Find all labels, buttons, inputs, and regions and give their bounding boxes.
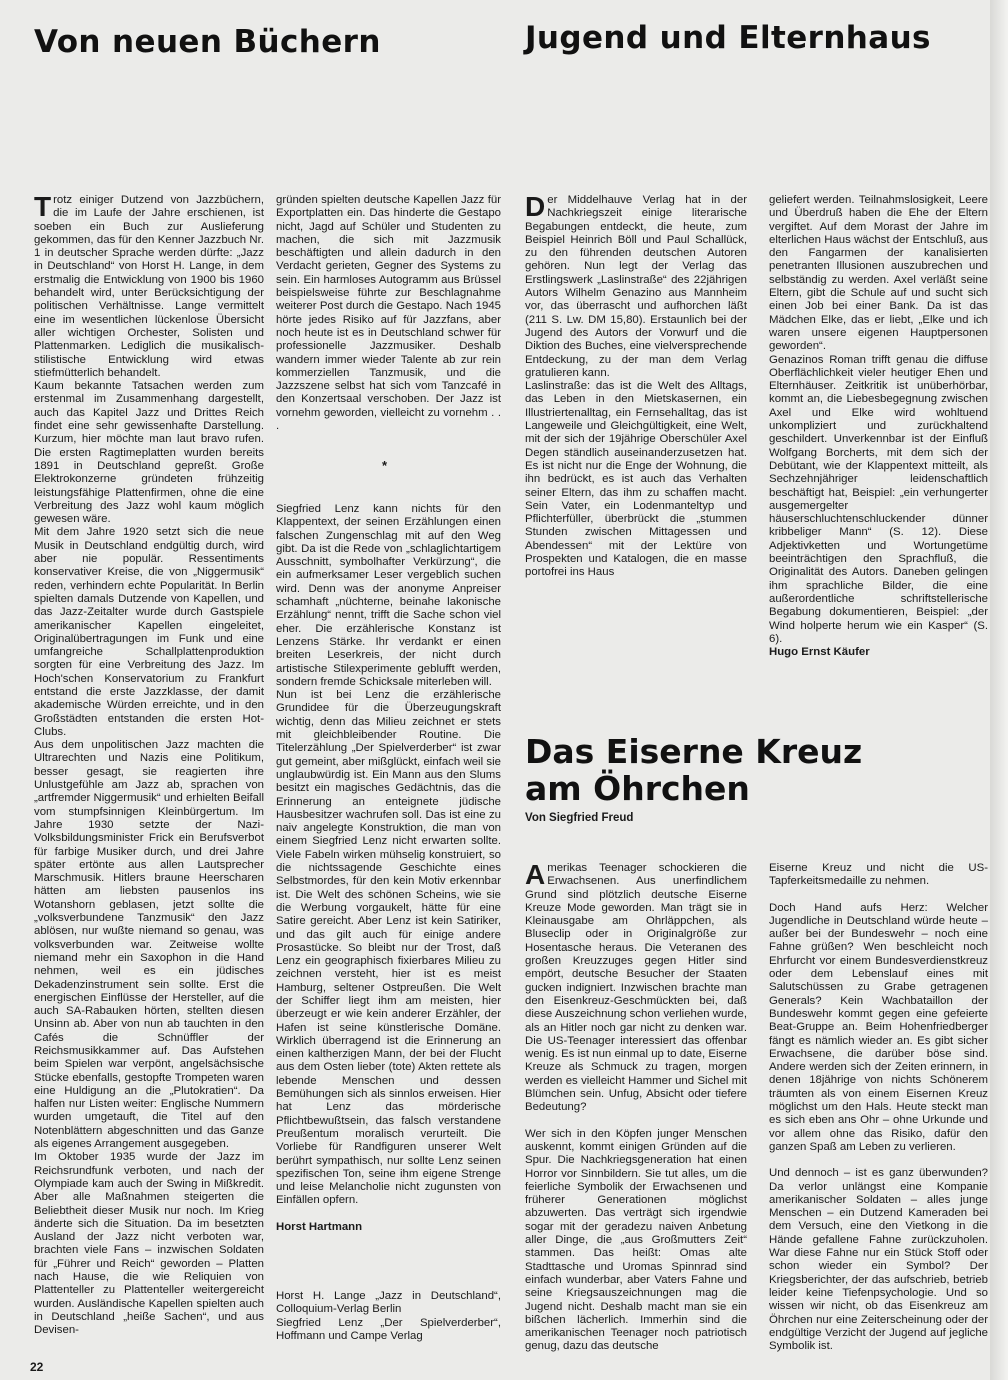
separator-asterisk: * [382,458,388,473]
article-title-line-2: am Öhrchen [525,769,750,808]
paragraph: gründen spielten deutsche Kapellen Jazz für Exportplatten ein. Das hinderte die Gestapo nicht, Jagd auf Schüler und Studenten zu machen, die sich mit Jazzmusik beschäftigten und allein dadurch in den Verdacht gerieten, Gegner des Systems zu sein. Ein harmloses Autogramm aus Brüssel beispielsweise führte zur Beschlagnahme weiterer Post durch die Gestapo. Nach 1945 hörte jedes Risiko auf für Jazzfans, aber noch heute ist es in Deutschland schwer für professionelle Jazzmusiker. Deshalb wandern immer wieder Talente ab zur rein kommerziellen Tanzmusik, und die Jazzszene selbst hat sich vom Tanzcafé in den Konzertsaal verschoben. Der Jazz ist vornehm geworden, vielleicht zu vornehm . . . [276,194,501,433]
page-gutter [990,0,1008,1380]
paragraph: Nun ist bei Lenz die erzählerische Grundidee für die Überzeugungskraft wichtig, denn das Milieu zeichnet er stets mit gleichbleibender Routine. Die Titelerzählung „Der Spielverderber“ ist zwar gut gemeint, aber mißglückt, einfach weil sie unglaubwürdig ist. Ein Mann aus den Slums besitzt ein magisches Gedächtnis, das die Erinnerung an enteignete jüdische Hausbesitzer wachrufen soll. Das ist eine zu naiv angelegte Konstruktion, die man von einem Siegfried Lenz nicht erwarten sollte. Viele Fabeln wirken mühselig konstruiert, so die nichtssagende Geschichte eines Selbstmordes, für den kein Motiv erkennbar ist. Die Welt des schönen Scheins, wie sie die Werbung vorgaukelt, hätte für eine Satire gereicht. Aber Lenz ist kein Satiriker, und das gilt auch für einige andere Prosastücke. So bleibt nur der Trost, daß Lenz ein geographisch fixierbares Milieu zu zeichnen versteht, hier ist es meist Hamburg, seltener Ostpreußen. Die Welt der Schiffer liegt ihm am meisten, hier überzeugt er wie kein anderer Erzähler, der Hafen ist seine künstlerische Domäne. Wirklich überragend ist die Erinnerung an einen kaltherzigen Mann, der bei der Flucht aus dem Osten lieber (tote) Akten rettete als lebende Menschen und dessen Bemühungen sich als sinnlos erweisen. Hier hat Lenz das mörderische Pflichtbewußtsein, das falsch verstandene Preußentum moralisch verurteilt. Die Vorliebe für Randfiguren unserer Welt berührt sympathisch, nur sollte Lenz seinen spezifischen Ton, seine ihm eigene Strenge und leise Melancholie nicht zugunsten von Einfällen opfern. [276,689,501,1207]
paragraph: Wer sich in den Köpfen junger Menschen auskennt, kommt einigen Gründen auf die Spur. Die Nachkriegsgeneration hat einen Horror vor Sinnbildern. Sie tut alles, um die feierliche Symbolik der Erwachsenen und früherer Generationen möglichst abzuwerten. Das verträgt sich irgendwie sogar mit der geradezu naiven Anbetung aller Dinge, die „aus Großmutters Zeit“ stammen. Das heißt: Omas alte Stadttasche und Uromas Spinnrad sind einfach wunderbar, aber Vaters Fahne und seine Kriegsauszeichnungen mag die Jugend nicht. Deshalb macht man sie ein bißchen lächerlich. Immerhin sind die amerikanischen Teenager noch patriotisch genug, dazu das deutsche [525,1127,747,1353]
paragraph: Aus dem unpolitischen Jazz machten die Ultrarechten und Nazis eine Politikum, besser gesagt, sie reagierten ihre Unlustgefühle am Jazz ab, sprachen von „artfremder Niggermusik“ und erhielten Beifall vom stumpfsinnigen Kleinbürgertum. Im Jahre 1930 setzte der Nazi-Volksbildungsminister Frick ein Berufsverbot für farbige Musiker durch, und drei Jahre später ertönte aus allen Lautsprecher Marschmusik. Hitlers braune Heerscharen hätten am liebsten pausenlos ins Wotanshorn geblasen, jetzt sollte die „volksverbundene Tanzmusik“ den Jazz ablösen, nur wußte niemand so genau, was volksverbunden war. Zeitweise wollte niemand mehr ein Saxophon in die Hand nehmen, weil es ein jüdisches Dekadenzinstrument sein sollte. Erst die energischen Einflüsse der Hersteller, auf die auch SA-Rabauken hörten, stellten diesen Unsinn ab. Aber von nun ab tauchten in den Cafés die Schnüffler der Reichsmusikkammer auf. Das Aufstehen beim Spielen war verpönt, angelsächsische Stücke ebenfalls, gestopfte Trompeten waren eine Huldigung an die „Plutokratien“. Da halfen nur Listen weiter: Englische Nummern wurden umgetauft, die Titel auf den Notenblättern abgeschnitten und das Ganze als eigenes Arrangement ausgegeben. [34,739,264,1151]
page-number: 22 [30,1360,44,1374]
jazz-review-column-1 [34,191,264,1338]
paragraph: Laslinstraße: das ist die Welt des Alltags, das Leben in den Mietskasernen, ein Illustriertenalltag, ein Fernsehalltag, das ist Langeweile und Gleichgültigkeit, eine Welt, mit der sich der 19jährige Oberschüler Axel Degen ständlich auseinanderzusetzen hat. Es ist nicht nur die Enge der Wohnung, die ihn bedrückt, es ist auch das Verhalten seiner Eltern, das ihm zu schaffen macht. Sein Vater, ein Lodenmanteltyp und Pflichterfüller, überbrückt die „stummen Stunden zwischen Mittagessen und Abendessen“ mit der Lektüre von Prospekten und Katalogen, die en masse portofrei ins Haus [525,380,747,579]
youth-review-column-2 [769,194,988,659]
paragraph: Doch Hand aufs Herz: Welcher Jugendliche in Deutschland würde heute – außer bei der Bundeswehr – noch eine Fahne grüßen? Wen beschleicht noch Ehrfurcht vor einem Bundesverdienstkreuz oder dem Lebenslauf eines mit Salutschüssen zu Grabe getragenen Generals? Kein Wachbataillon der Bundeswehr kommt gegen eine gefeierte Beat-Gruppe an. Beim Hohenfriedberger fängt es nämlich wieder an. Es gibt sicher Erwachsene, die darüber böse sind. Andere werden sich der Zeiten erinnern, in denen 18jährige von nichts Schönerem träumten als von einem Eisernen Kreuz möglichst um den Hals. Heute steckt man es sich eben ans Ohr – ohne Urkunde und vor allem ohne das Risiko, dafür den ganzen Spaß am Leben zu verlieren. [769,901,988,1153]
article-title [525,733,862,807]
paragraph: Und dennoch – ist es ganz überwunden? Da verlor unlängst eine Kompanie amerikanischer Soldaten – alles junge Menschen – ein Dutzend Kameraden bei dem Versuch, eine den Vietkong in die Hände gefallene Fahne zurückzuholen. War diese Fahne nur ein Stück Stoff oder schon wieder ein Symbol? Der Kriegsberichter, der das aufschrieb, betrieb leider keine Tiefenpsychologie. Und so wissen wir nicht, ob das Eisenkreuz am Öhrchen nur eine Zeiterscheinung oder der endgültige Verzicht der Jugend auf jegliche Symbolik ist. [769,1167,988,1353]
paragraph: Im Oktober 1935 wurde der Jazz im Reichsrundfunk verboten, und nach der Olympiade kam auch der Swing in Mißkredit. Aber alle Maßnahmen steigerten die Beliebtheit dieser Musik nur noch. Im Krieg änderte sich die Situation. Da im besetzten Ausland der Jazz nicht verboten war, brachten viele Fans – inzwischen Soldaten für „Führer und Reich“ geworden – Platten nach Hause, die wie Reliquien von Plattenteller zu Plattenteller weitergereicht wurden. Ausländische Kapellen spielten auch in Deutschland „heiße Sachen“, und aus Devisen- [34,1151,264,1337]
paragraph: Siegfried Lenz kann nichts für den Klappentext, der seinen Erzählungen einen falschen Zungenschlag mit auf den Weg gibt. Da ist die Rede von „schlaglichtartigem Ausschnitt, symbolhafter Verkürzung“, die ein aufmerksamer Leser vergeblich suchen wird. Denn was der anonyme Anpreiser schamhaft „nüchterne, beinahe lakonische Erzählung“ nennt, trifft die Sache schon viel eher. Die erzählerische Konstanz ist Lenzens Stärke. Ihr verdankt er einen breiten Leserkreis, der nicht durch artistische Stilexperimente geblufft werden, sondern fremde Schicksale miterleben will. [276,503,501,688]
paragraph: Trotz einiger Dutzend von Jazzbüchern, die im Laufe der Jahre erschienen, ist soeben ein Buch zur Auslieferung gekommen, das für den Kenner Jazzbuch Nr. 1 in deutscher Sprache werden dürfte: „Jazz in Deutschland“ von Horst H. Lange, in dem erstmalig die Entwicklung von 1900 bis 1960 behandelt wird, unter Berücksichtigung der politischen Verhältnisse. Lange vermittelt eine im wesentlichen lückenlose Übersicht aller wichtigen Orchester, Solisten und Plattenmarken. Lediglich die musikalisch-stilistische Entwicklung wird etwas stiefmütterlich behandelt. [34,191,264,379]
article-column-1 [525,859,747,1354]
article-byline: Von Siegfried Freud [525,812,634,824]
reference-lange: Horst H. Lange „Jazz in Deutschland“, Colloquium-Verlag Berlin [276,1290,501,1316]
paragraph: Amerikas Teenager schockieren die Erwachsenen. Aus unerfindlichem Grund sind plötzlich deutsche Eiserne Kreuze Mode geworden. Man trägt sie in Kleinausgabe am Ohrläppchen, als Bluseclip oder in Originalgröße zur Hosentasche heraus. Die Veteranen des großen Kreuzzuges gegen Hitler sind empört, deutsche Besucher der Staaten gucken indigniert. Inzwischen brachte man den Eisenkreuz-Geschmückten bei, daß diese Auszeichnung schon verliehen wurde, als an Hitler noch gar nicht zu denken war. Die US-Teenager interessiert das offenbar wenig. Es ist nun einmal up to date, Eiserne Kreuze als Schmuck zu tragen, morgen werden es vielleicht Hammer und Sichel mit Blümchen sein. Unfug, Absicht oder tiefere Bedeutung? [525,859,747,1114]
references [276,1290,501,1343]
youth-review-column-1 [525,191,747,580]
reference-lenz: Siegfried Lenz „Der Spielverderber“, Hoffmann und Campe Verlag [276,1316,501,1342]
paragraph: geliefert werden. Teilnahmslosigkeit, Leere und Überdruß haben die Ehe der Eltern vergiftet. Auf dem Morast der Jahre im elterlichen Haus wächst der Entschluß, aus den Fangarmen der kanalisierten penetranten Illusionen auszubrechen und selbständig zu werden. Axel verläßt seine Eltern, gibt die Schule auf und sucht sich einen Job bei einer Bank. Da ist das Mädchen Elke, das er liebt, „Elke und ich waren unsere eigenen Hauptpersonen geworden“. [769,194,988,353]
paragraph: Mit dem Jahre 1920 setzt sich die neue Musik in Deutschland endgültig durch, wird aber nie populär. Ressentiments konservativer Kreise, die von „Niggermusik“ reden, verhindern echte Popularität. In Berlin spielten damals Dutzende von Kapellen, und das Jazz-Zeitalter wurde durch Gastspiele amerikanischer Kapellen eingeleitet, Originalübertragungen im Funk und eine umfangreiche Schallplattenproduktion sorgten für eine Verbreitung des Jazz. Im Hoch'schen Konservatorium zu Frankfurt entstand die erste Jazzklasse, der damit akademische Würden erreichte, und in den Großstädten entstanden die ersten Hot-Clubs. [34,526,264,738]
author-hartmann: Horst Hartmann [276,1220,363,1233]
section-header-youth: Jugend und Elternhaus [525,20,931,56]
article-column-2 [769,862,988,1353]
paragraph: Genazinos Roman trifft genau die diffuse Oberflächlichkeit vieler heutiger Ehen und Elternhäuser. Zeitkritik ist unüberhörbar, kommt an, die Liebesbegegnung zwischen Axel und Elke wird wohltuend unkompliziert und zurückhaltend geschildert. Unverkennbar ist der Einfluß Wolfgang Borcherts, mit dem sich der Debütant, wie der Klappentext mitteilt, als Sechzehnjähriger leidenschaftlich beschäftigt hat, Beispiel: „ein verhungerter ausgemergelter häuserschluchtenschluckender dünner kribbeliger Mann“ (S. 12). Diese Adjektivketten und Wortungetüme beeinträchtigen den Sprachfluß, die Originalität des Autors. Daneben gelingen ihm sprachliche Bilder, die eine außerordentliche schriftstellerische Begabung dokumentieren, Beispiel: „der Wind holperte herum wie ein Kasper“ (S. 6). [769,353,988,645]
article-title-line-1: Das Eiserne Kreuz [525,732,863,771]
jazz-review-column-2 [276,194,501,433]
paragraph: Eiserne Kreuz und nicht die US-Tapferkeitsmedaille zu nehmen. [769,862,988,888]
paragraph: Kaum bekannte Tatsachen werden zum erstenmal im Zusammenhang dargestellt, auch das Kapitel Jazz und Drittes Reich findet eine sehr gewissenhafte Darstellung. Kurzum, hier möchte man laut bravo rufen. Die ersten Ragtimeplatten wurden bereits 1891 in Deutschland gepreßt. Große Elektrokonzerne gründeten frühzeitig leistungsfähige Plattenfirmen, ohne die eine Verbreitung des Jazz wohl kaum möglich gewesen wäre. [34,380,264,526]
lenz-review-column [276,503,501,1234]
section-header-books: Von neuen Büchern [34,24,381,60]
author-kaeufer: Hugo Ernst Käufer [769,646,870,659]
paragraph: Der Middelhauve Verlag hat in der Nachkriegszeit einige literarische Begabungen entdeckt, die heute, zum Beispiel Heinrich Böll und Paul Schallück, zu den führenden deutschen Autoren gehören. Nun legt der Verlag das Erstlingswerk „Laslinstraße“ des 22jährigen Autors Wilhelm Genazino aus Mannheim vor, das überrascht und aufhorchen läßt (211 S. Lw. DM 15,80). Erstaunlich bei der Jugend des Autors der Vorwurf und die Diktion des Buches, eine vielversprechende Entdeckung, zu der man dem Verlag gratulieren kann. [525,191,747,379]
